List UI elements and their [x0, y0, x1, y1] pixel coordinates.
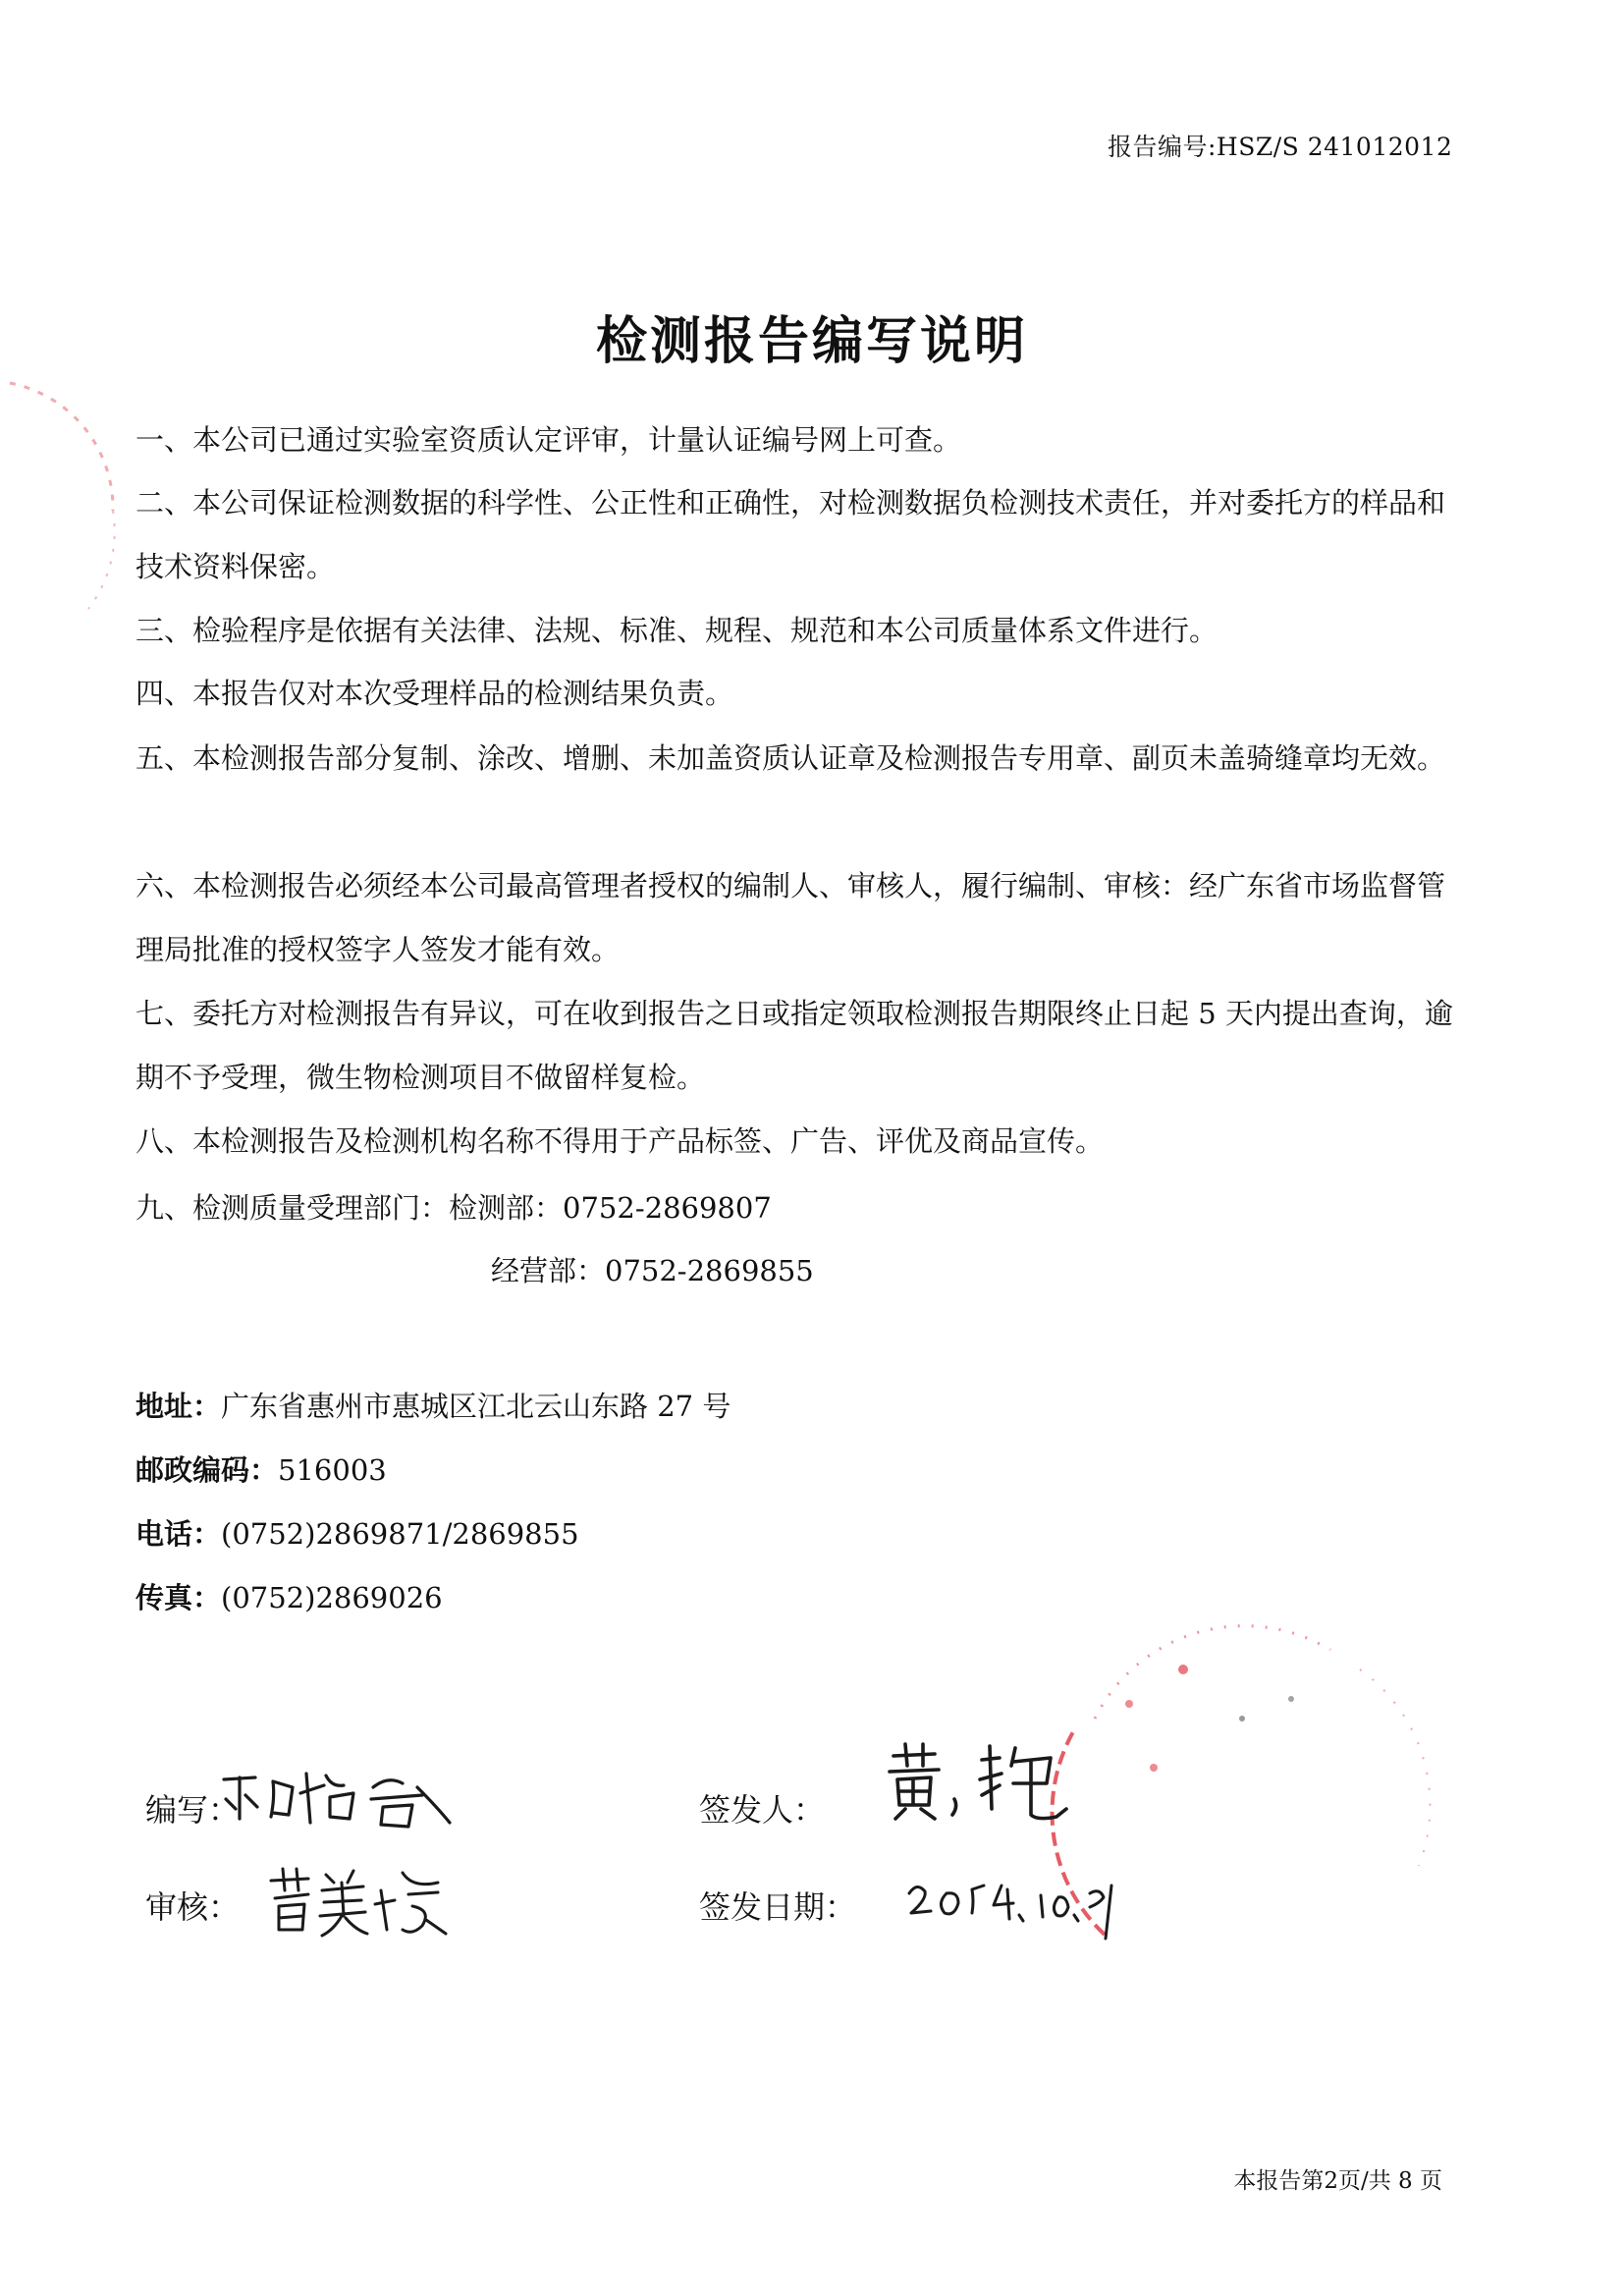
report-number: 报告编号:HSZ/S 241012012 [1108, 133, 1453, 161]
issuer-label: 签发人： [699, 1791, 826, 1829]
phone-line [135, 1512, 579, 1553]
clause-8: 八、本检测报告及检测机构名称不得用于产品标签、广告、评优及商品宣传。 [135, 1124, 1105, 1158]
phone-label: 电话： [135, 1517, 222, 1551]
clause-2: 二、本公司保证检测数据的科学性、公正性和正确性，对检测数据负检测技术责任，并对委托方的样品和技术资料保密。 [135, 486, 1446, 583]
clause-5: 五、本检测报告部分复制、涂改、增删、未加盖资质认证章及检测报告专用章、副页未盖骑缝章均无效。 [135, 741, 1446, 775]
phone-value: (0752)2869871/2869855 [221, 1517, 579, 1551]
compiled-by-label: 编写： [145, 1791, 241, 1829]
clause-9-contacts [135, 1176, 1456, 1240]
address-line [135, 1385, 731, 1425]
fax-label: 传真： [135, 1581, 222, 1614]
address-label: 地址： [135, 1390, 222, 1423]
fax-value: (0752)2869026 [221, 1581, 443, 1614]
seal-stamp-left-edge [0, 373, 137, 638]
clause-3: 三、检验程序是依据有关法律、法规、标准、规程、规范和本公司质量体系文件进行。 [135, 614, 1218, 647]
clause-7: 七、委托方对检测报告有异议，可在收到报告之日或指定领取检测报告期限终止日起 5 天内提出查询，逾期不予受理，微生物检测项目不做留样复检。 [135, 997, 1453, 1094]
page-number: 本报告第2页/共 8 页 [1233, 2168, 1442, 2194]
postcode-value: 516003 [278, 1453, 387, 1487]
clause-1: 一、本公司已通过实验室资质认定评审，计量认证编号网上可查。 [135, 423, 962, 457]
postcode-label: 邮政编码： [135, 1453, 279, 1487]
clause-6: 六、本检测报告必须经本公司最高管理者授权的编制人、审核人，履行编制、审核：经广东省市场监督管理局批准的授权签字人签发才能有效。 [135, 869, 1446, 966]
address-value: 广东省惠州市惠城区江北云山东路 27 号 [221, 1390, 731, 1423]
clause-4: 四、本报告仅对本次受理样品的检测结果负责。 [135, 677, 734, 710]
issue-date-handwriting [903, 1864, 1119, 1942]
page-title: 检测报告编写说明 [595, 311, 1028, 371]
reviewed-by-label: 审核： [145, 1888, 241, 1926]
postcode-line [135, 1449, 387, 1489]
testing-dept-phone: 检测部：0752-2869807 [449, 1191, 772, 1225]
reviewer-signature [265, 1861, 452, 1944]
business-dept-phone: 经营部：0752-2869855 [491, 1254, 814, 1287]
contacts-label: 九、检测质量受理部门： [135, 1191, 450, 1225]
compiler-signature [216, 1758, 461, 1836]
issuer-signature [884, 1736, 1100, 1830]
issue-date-label: 签发日期： [699, 1888, 857, 1926]
fax-line [135, 1576, 443, 1616]
